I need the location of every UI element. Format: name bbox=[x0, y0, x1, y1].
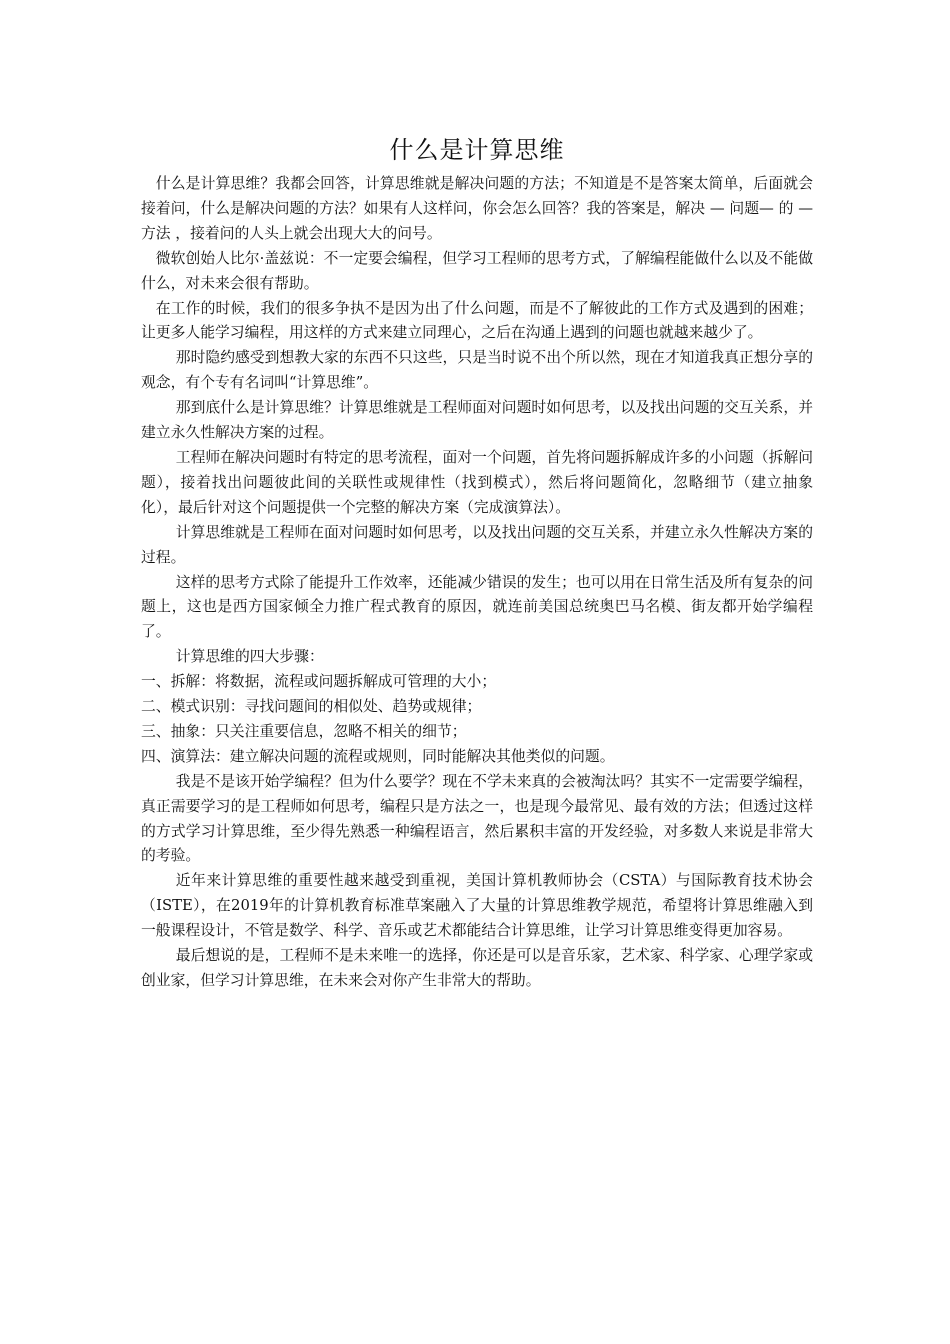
document-title: 什么是计算思维 bbox=[389, 136, 565, 164]
paragraph: 计算思维就是工程师在面对问题时如何思考，以及找出问题的交互关系，并建立永久性解决方案的过程。 bbox=[141, 523, 813, 566]
list-item: 三、抽象：只关注重要信息，忽略不相关的细节； bbox=[141, 722, 467, 740]
paragraph: 那时隐约感受到想教大家的东西不只这些，只是当时说不出个所以然，现在才知道我真正想分享的观念，有个专有名词叫“计算思维”。 bbox=[141, 349, 813, 392]
document-body bbox=[141, 172, 813, 994]
list-item: 二、模式识别：寻找问题间的相似处、趋势或规律； bbox=[141, 698, 482, 716]
paragraph: 什么是计算思维？我都会回答，计算思维就是解决问题的方法；不知道是不是答案太简单，后面就会接着问，什么是解决问题的方法？如果有人这样问，你会怎么回答？我的答案是，解决 — 问题— 的 — 方法 ，接着问的人头上就会出现大大的问号。 bbox=[141, 175, 813, 242]
paragraph: 微软创始人比尔·盖兹说：不一定要会编程，但学习工程师的思考方式，了解编程能做什么以及不能做什么，对未来会很有帮助。 bbox=[141, 249, 813, 292]
paragraph: 这样的思考方式除了能提升工作效率，还能减少错误的发生；也可以用在日常生活及所有复杂的问题上，这也是西方国家倾全力推广程式教育的原因，就连前美国总统奥巴马名模、街友都开始学编程了。 bbox=[141, 573, 813, 641]
document-page bbox=[141, 132, 813, 994]
paragraph: 那到底什么是计算思维？计算思维就是工程师面对问题时如何思考，以及找出问题的交互关系，并建立永久性解决方案的过程。 bbox=[141, 399, 813, 442]
list-item: 四、演算法：建立解决问题的流程或规则，同时能解决其他类似的问题。 bbox=[141, 747, 615, 765]
paragraph: 近年来计算思维的重要性越来越受到重视，美国计算机教师协会（CSTA）与国际教育技术协会（ISTE），在2019年的计算机教育标准草案融入了大量的计算思维教学规范，希望将计算思维融入到一般课程设计，不管是数学、科学、音乐或艺术都能结合计算思维，让学习计算思维变得更加容易。 bbox=[141, 872, 813, 940]
paragraph: 最后想说的是，工程师不是未来唯一的选择，你还是可以是音乐家，艺术家、科学家、心理学家或创业家，但学习计算思维，在未来会对你产生非常大的帮助。 bbox=[141, 947, 813, 989]
paragraph: 工程师在解决问题时有特定的思考流程，面对一个问题，首先将问题拆解成许多的小问题（拆解问题），接着找出问题彼此间的关联性或规律性（找到模式），然后将问题简化，忽略细节（建立抽象化），最后针对这个问题提供一个完整的解决方案（完成演算法）。 bbox=[141, 448, 813, 516]
paragraph: 我是不是该开始学编程？但为什么要学？现在不学未来真的会被淘汰吗？其实不一定需要学编程，真正需要学习的是工程师如何思考，编程只是方法之一，也是现今最常见、最有效的方法；但透过这样的方式学习计算思维，至少得先熟悉一种编程语言，然后累积丰富的开发经验，对多数人来说是非常大的考验。 bbox=[141, 772, 813, 865]
paragraph: 在工作的时候，我们的很多争执不是因为出了什么问题，而是不了解彼此的工作方式及遇到的困难；让更多人能学习编程，用这样的方式来建立同理心，之后在沟通上遇到的问题也就越来越少了。 bbox=[141, 299, 813, 342]
paragraph: 计算思维的四大步骤： bbox=[175, 648, 324, 666]
list-item: 一、拆解：将数据，流程或问题拆解成可管理的大小； bbox=[141, 673, 497, 691]
